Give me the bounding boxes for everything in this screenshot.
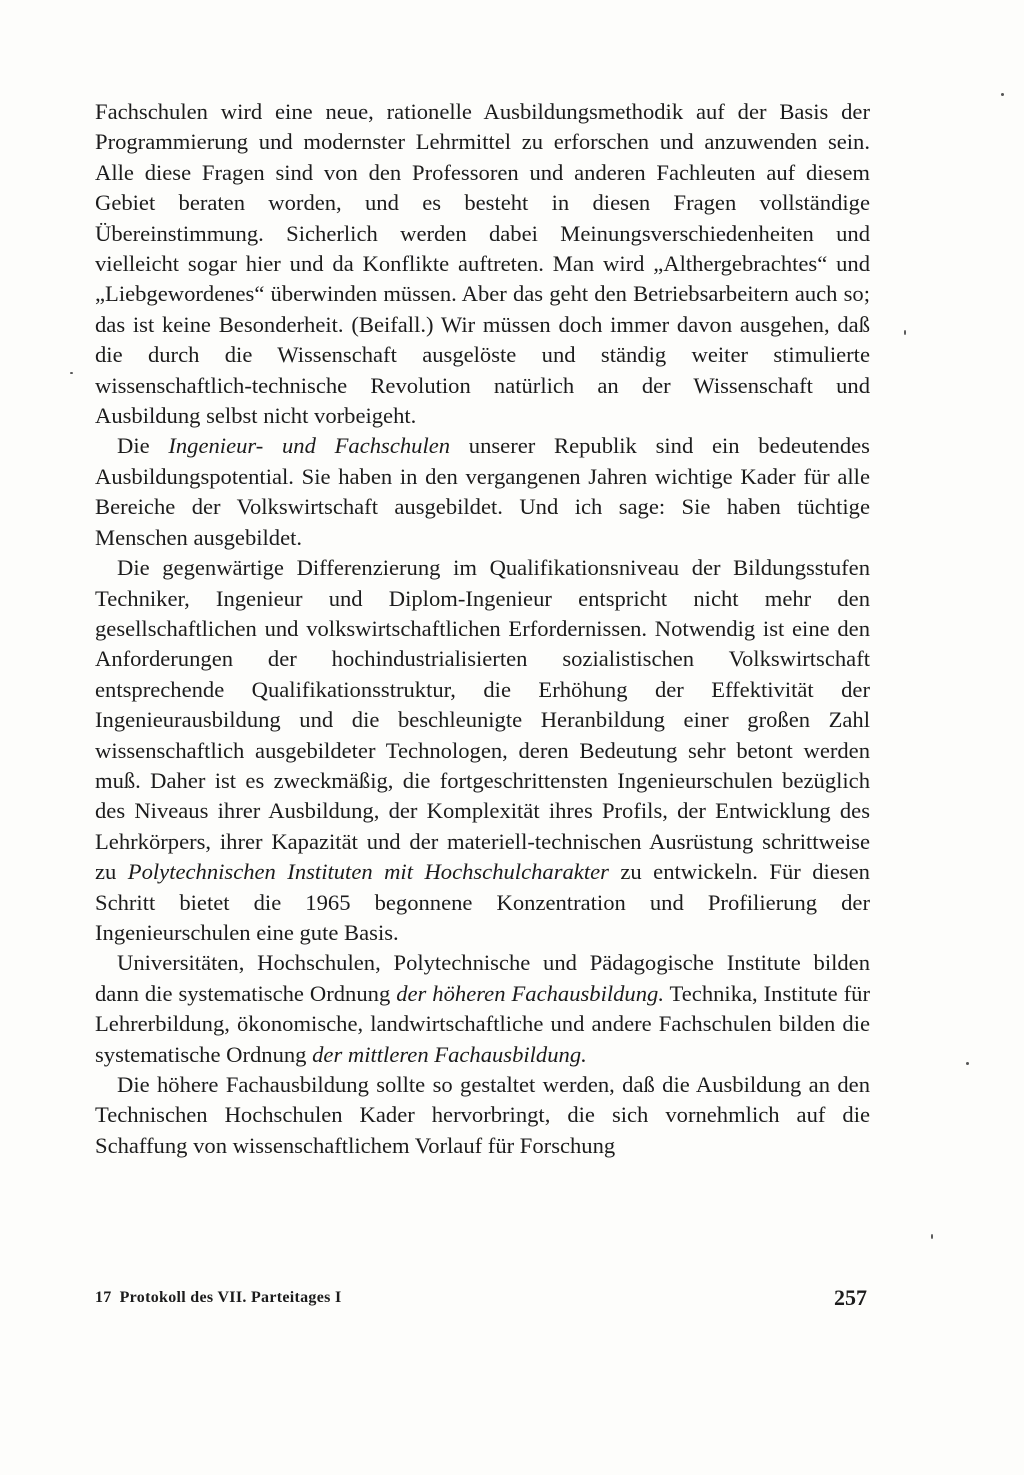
paragraph [95,1070,870,1161]
text-run: Technika, Institute für Lehrerbildung, ökonomische, landwirtschaftliche und andere Fachschulen bilden die systematische Ordnung [95,980,871,1067]
print-speck [904,330,906,335]
page-footer [95,1285,870,1315]
text-run: Fachschulen wird eine neue, rationelle Ausbildungsmethodik auf der Basis der Programmierung und modernster Lehrmittel zu erforschen und anzuwenden sein. Alle diese Fragen sind von den Professoren und anderen Fachleuten auf diesem Gebiet beraten worden, und es besteht in diesen Fragen vollständige Übereinstimmung. Sicherlich werden dabei Meinungsverschiedenheiten und vielleicht sogar hier und da Konflikte auftreten. Man wird „Althergebrachtes“ und „Liebgewordenes“ überwinden müssen. Aber das geht den Betriebsarbeitern auch so; das ist keine Besonderheit. (Beifall.) Wir müssen doch immer davon ausgehen, daß die durch die Wissenschaft ausgelöste und ständig weiter stimulierte wissenschaftlich-technische Revolution natürlich an der Wissenschaft und Ausbildung selbst nicht vorbeigeht. [95,99,870,429]
print-speck [70,372,73,374]
emphasized-text: der höheren Fachausbildung. [396,980,664,1006]
paragraph [95,553,870,948]
text-run: Die gegenwärtige Differenzierung im Qualifikationsniveau der Bildungsstufen Techniker, Ingenieur und Diplom-Ingenieur entspricht nicht mehr den gesellschaftlichen und volkswirtschaftlichen Erfordernissen. Notwendig ist eine den Anforderungen der hochindustrialisierten sozialistischen Volkswirtschaft entsprechende Qualifikationsstruktur, die Erhöhung der Effektivität der Ingenieurausbildung und die beschleunigte Heranbildung einer großen Zahl wissenschaftlich ausgebildeter Technologen, deren Bedeutung sehr betont werden muß. Daher ist es zweckmäßig, die fortgeschrittensten Ingenieurschulen bezüglich des Niveaus ihrer Ausbildung, der Komplexität ihres Profils, der Entwicklung des Lehrkörpers, ihrer Kapazität und der materiell-technischen Ausrüstung schrittweise zu [95,555,870,885]
text-run: Universitäten, Hochschulen, Polytechnische und Pädagogische Institute bilden dann die systematische Ordnung [95,950,870,1006]
sheet-signature: 17 [95,1289,112,1306]
text-run: Die [117,433,169,459]
print-speck [966,1062,969,1065]
paragraph [95,948,870,1070]
print-speck [1001,93,1004,96]
emphasized-text: Polytechnischen Instituten mit Hochschulcharakter [127,859,609,885]
text-run: zu entwickeln. Für diesen Schritt bietet die 1965 begonnene Konzentration und Profilierung der Ingenieurschulen eine gute Basis. [95,859,870,945]
text-run: Die höhere Fachausbildung sollte so gestaltet werden, daß die Ausbildung an den Technischen Hochschulen Kader hervorbringt, die sich vornehmlich auf die Schaffung von wissenschaftlichem Vorlauf für Forschung [95,1072,870,1158]
emphasized-text: Ingenieur- und Fachschulen [168,433,451,459]
emphasized-text: der mittleren Fachausbildung. [312,1041,587,1067]
body-text [95,97,870,1161]
page-number: 257 [834,1285,867,1310]
text-run: unserer Republik sind ein bedeutendes Ausbildungspotential. Sie haben in den vergangenen Jahren wichtige Kader für alle Bereiche der Volkswirtschaft ausgebildet. Und ich sage: Sie haben tüchtige Menschen ausgebildet. [95,433,870,550]
paragraph [95,97,870,431]
print-speck [931,1234,933,1239]
footer-source [95,1289,342,1307]
paragraph [95,431,870,553]
source-title: Protokoll des VII. Parteitages I [119,1289,342,1306]
